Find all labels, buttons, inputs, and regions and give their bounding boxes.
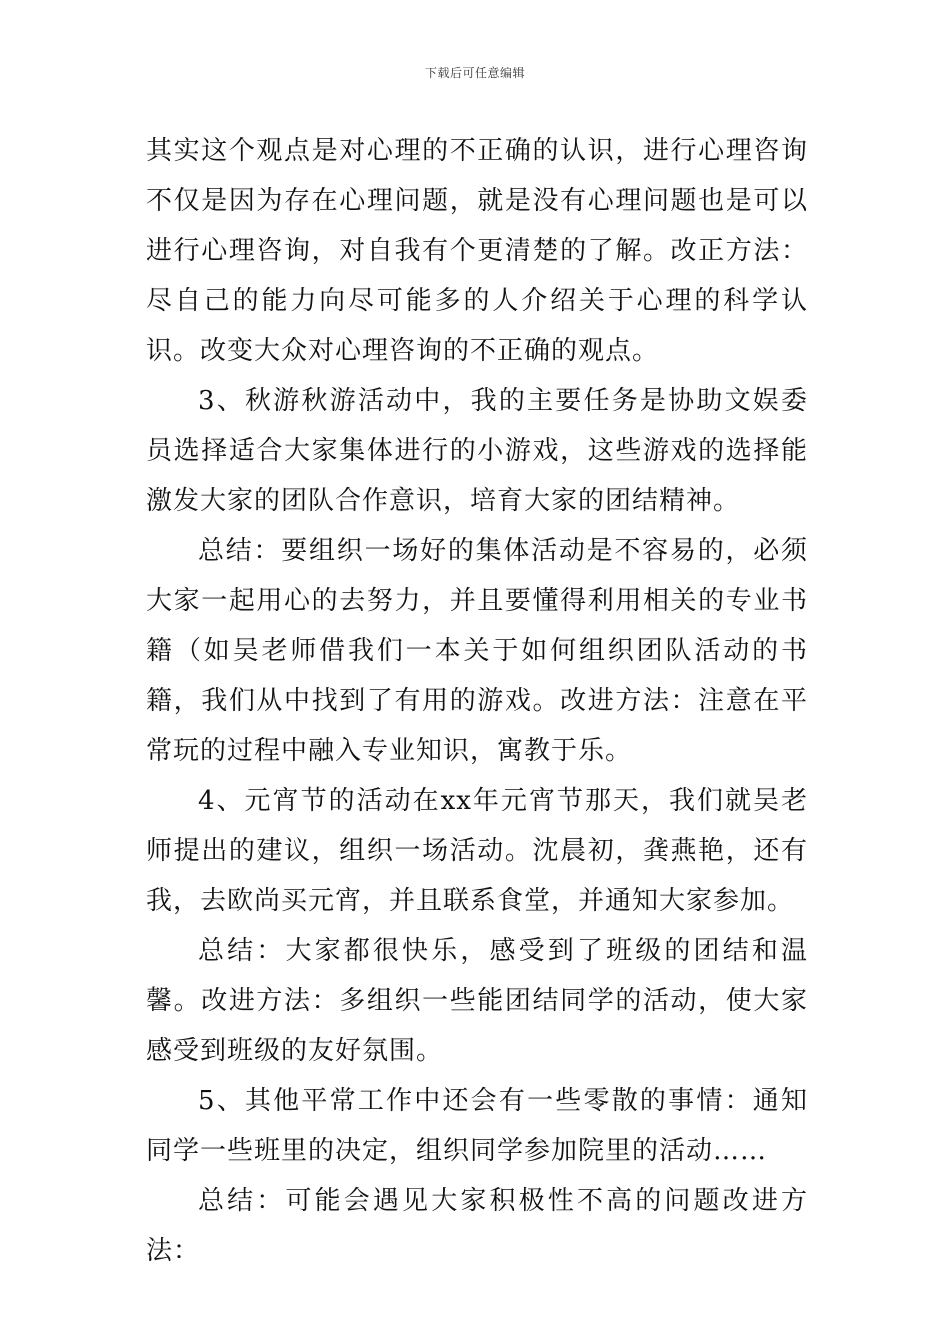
paragraph-7: 总结：可能会遇见大家积极性不高的问题改进方法：	[146, 1186, 808, 1266]
paragraph-2: 3、秋游秋游活动中，我的主要任务是协助文娱委员选择适合大家集体进行的小游戏，这些游戏的选择能激发大家的团队合作意识，培育大家的团结精神。	[146, 386, 808, 516]
paragraph-1: 其实这个观点是对心理的不正确的认识，进行心理咨询不仅是因为存在心理问题，就是没有心理问题也是可以进行心理咨询，对自我有个更清楚的了解。改正方法：尽自己的能力向尽可能多的人介绍关于心理的科学认识。改变大众对心理咨询的不正确的观点。	[146, 136, 808, 366]
paragraph-3: 总结：要组织一场好的集体活动是不容易的，必须大家一起用心的去努力，并且要懂得利用相关的专业书籍（如吴老师借我们一本关于如何组织团队活动的书籍，我们从中找到了有用的游戏。改进方法：注意在平常玩的过程中融入专业知识，寓教于乐。	[146, 536, 808, 766]
paragraph-5: 总结：大家都很快乐，感受到了班级的团结和温馨。改进方法：多组织一些能团结同学的活动，使大家感受到班级的友好氛围。	[146, 936, 808, 1066]
paragraph-4: 4、元宵节的活动在xx年元宵节那天，我们就吴老师提出的建议，组织一场活动。沈晨初，龚燕艳，还有我，去欧尚买元宵，并且联系食堂，并通知大家参加。	[146, 786, 808, 916]
paragraph-6: 5、其他平常工作中还会有一些零散的事情：通知同学一些班里的决定，组织同学参加院里的活动……	[146, 1086, 808, 1166]
document-body	[146, 126, 808, 1276]
page-header: 下载后可任意编辑	[424, 66, 525, 80]
